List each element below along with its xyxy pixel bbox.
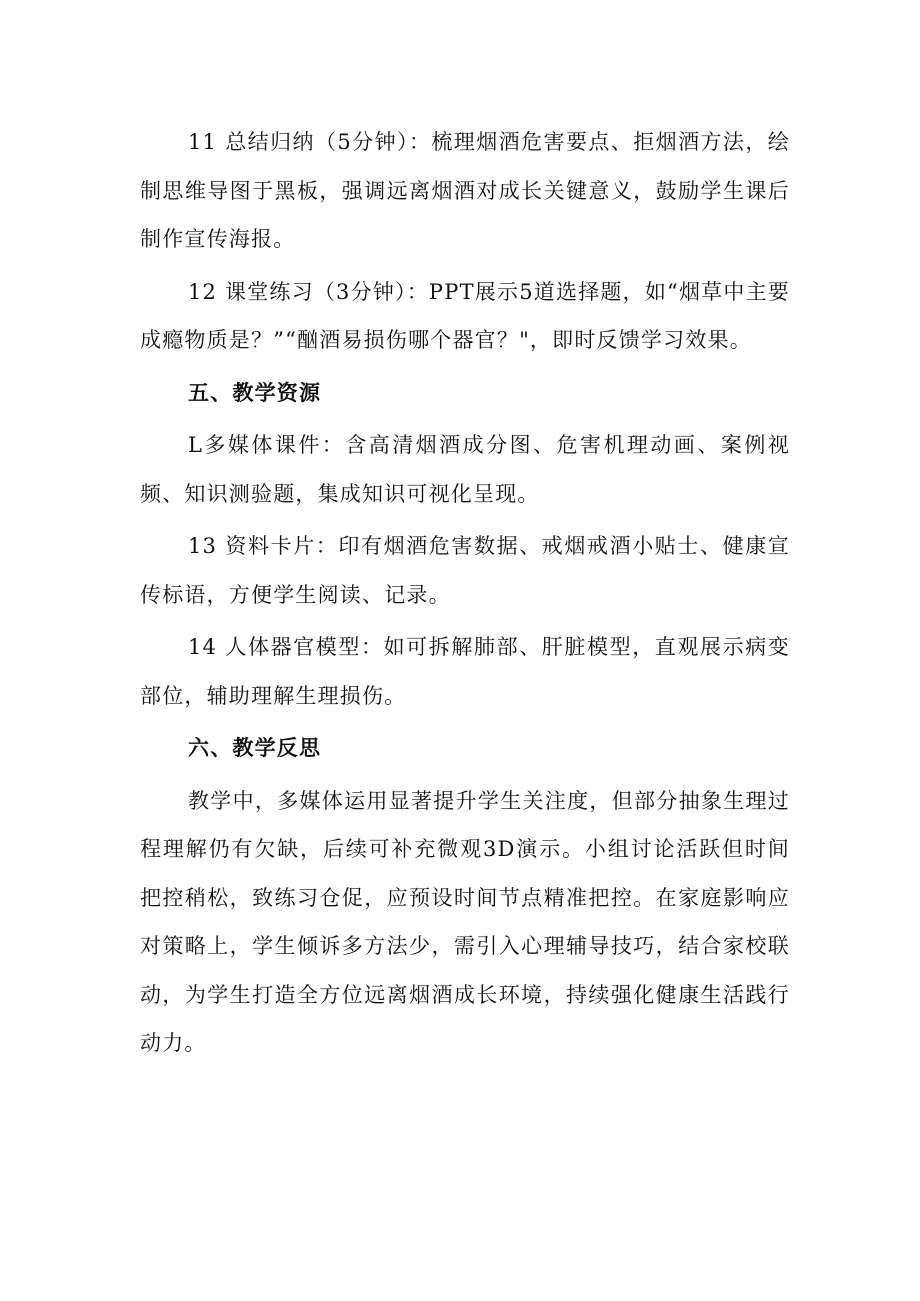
paragraph-reflection: 教学中，多媒体运用显著提升学生关注度，但部分抽象生理过程理解仍有欠缺，后续可补充微观3D演示。小组讨论活跃但时间把控稍松，致练习仓促，应预设时间节点精准把控。在家庭影响应对策略上，学生倾诉多方法少，需引入心理辅导技巧，结合家校联动，为学生打造全方位远离烟酒成长环境，持续强化健康生活践行动力。: [140, 788, 790, 1055]
section-heading-teaching-reflection: 六、教学反思: [188, 735, 322, 760]
paragraph-item-12: 12 课堂练习（3分钟）：PPT展示5道选择题，如“烟草中主要成瘾物质是？”“酗酒易损伤哪个器官？"，即时反馈学习效果。: [140, 279, 790, 352]
paragraph-item-13: 13 资料卡片：印有烟酒危害数据、戒烟戒酒小贴士、健康宣传标语，方便学生阅读、记录。: [140, 534, 790, 607]
paragraph-item-L: L多媒体课件：含高清烟酒成分图、危害机理动画、案例视频、知识测验题，集成知识可视化呈现。: [140, 433, 790, 506]
paragraph-item-11: 11 总结归纳（5分钟）：梳理烟酒危害要点、拒烟酒方法，绘制思维导图于黑板，强调远离烟酒对成长关键意义，鼓励学生课后制作宣传海报。: [140, 130, 790, 251]
section-heading-teaching-resources: 五、教学资源: [188, 379, 322, 405]
paragraph-item-14: 14 人体器官模型：如可拆解肺部、肝脏模型，直观展示病变部位，辅助理解生理损伤。: [140, 635, 790, 708]
document-page: [140, 118, 790, 1068]
